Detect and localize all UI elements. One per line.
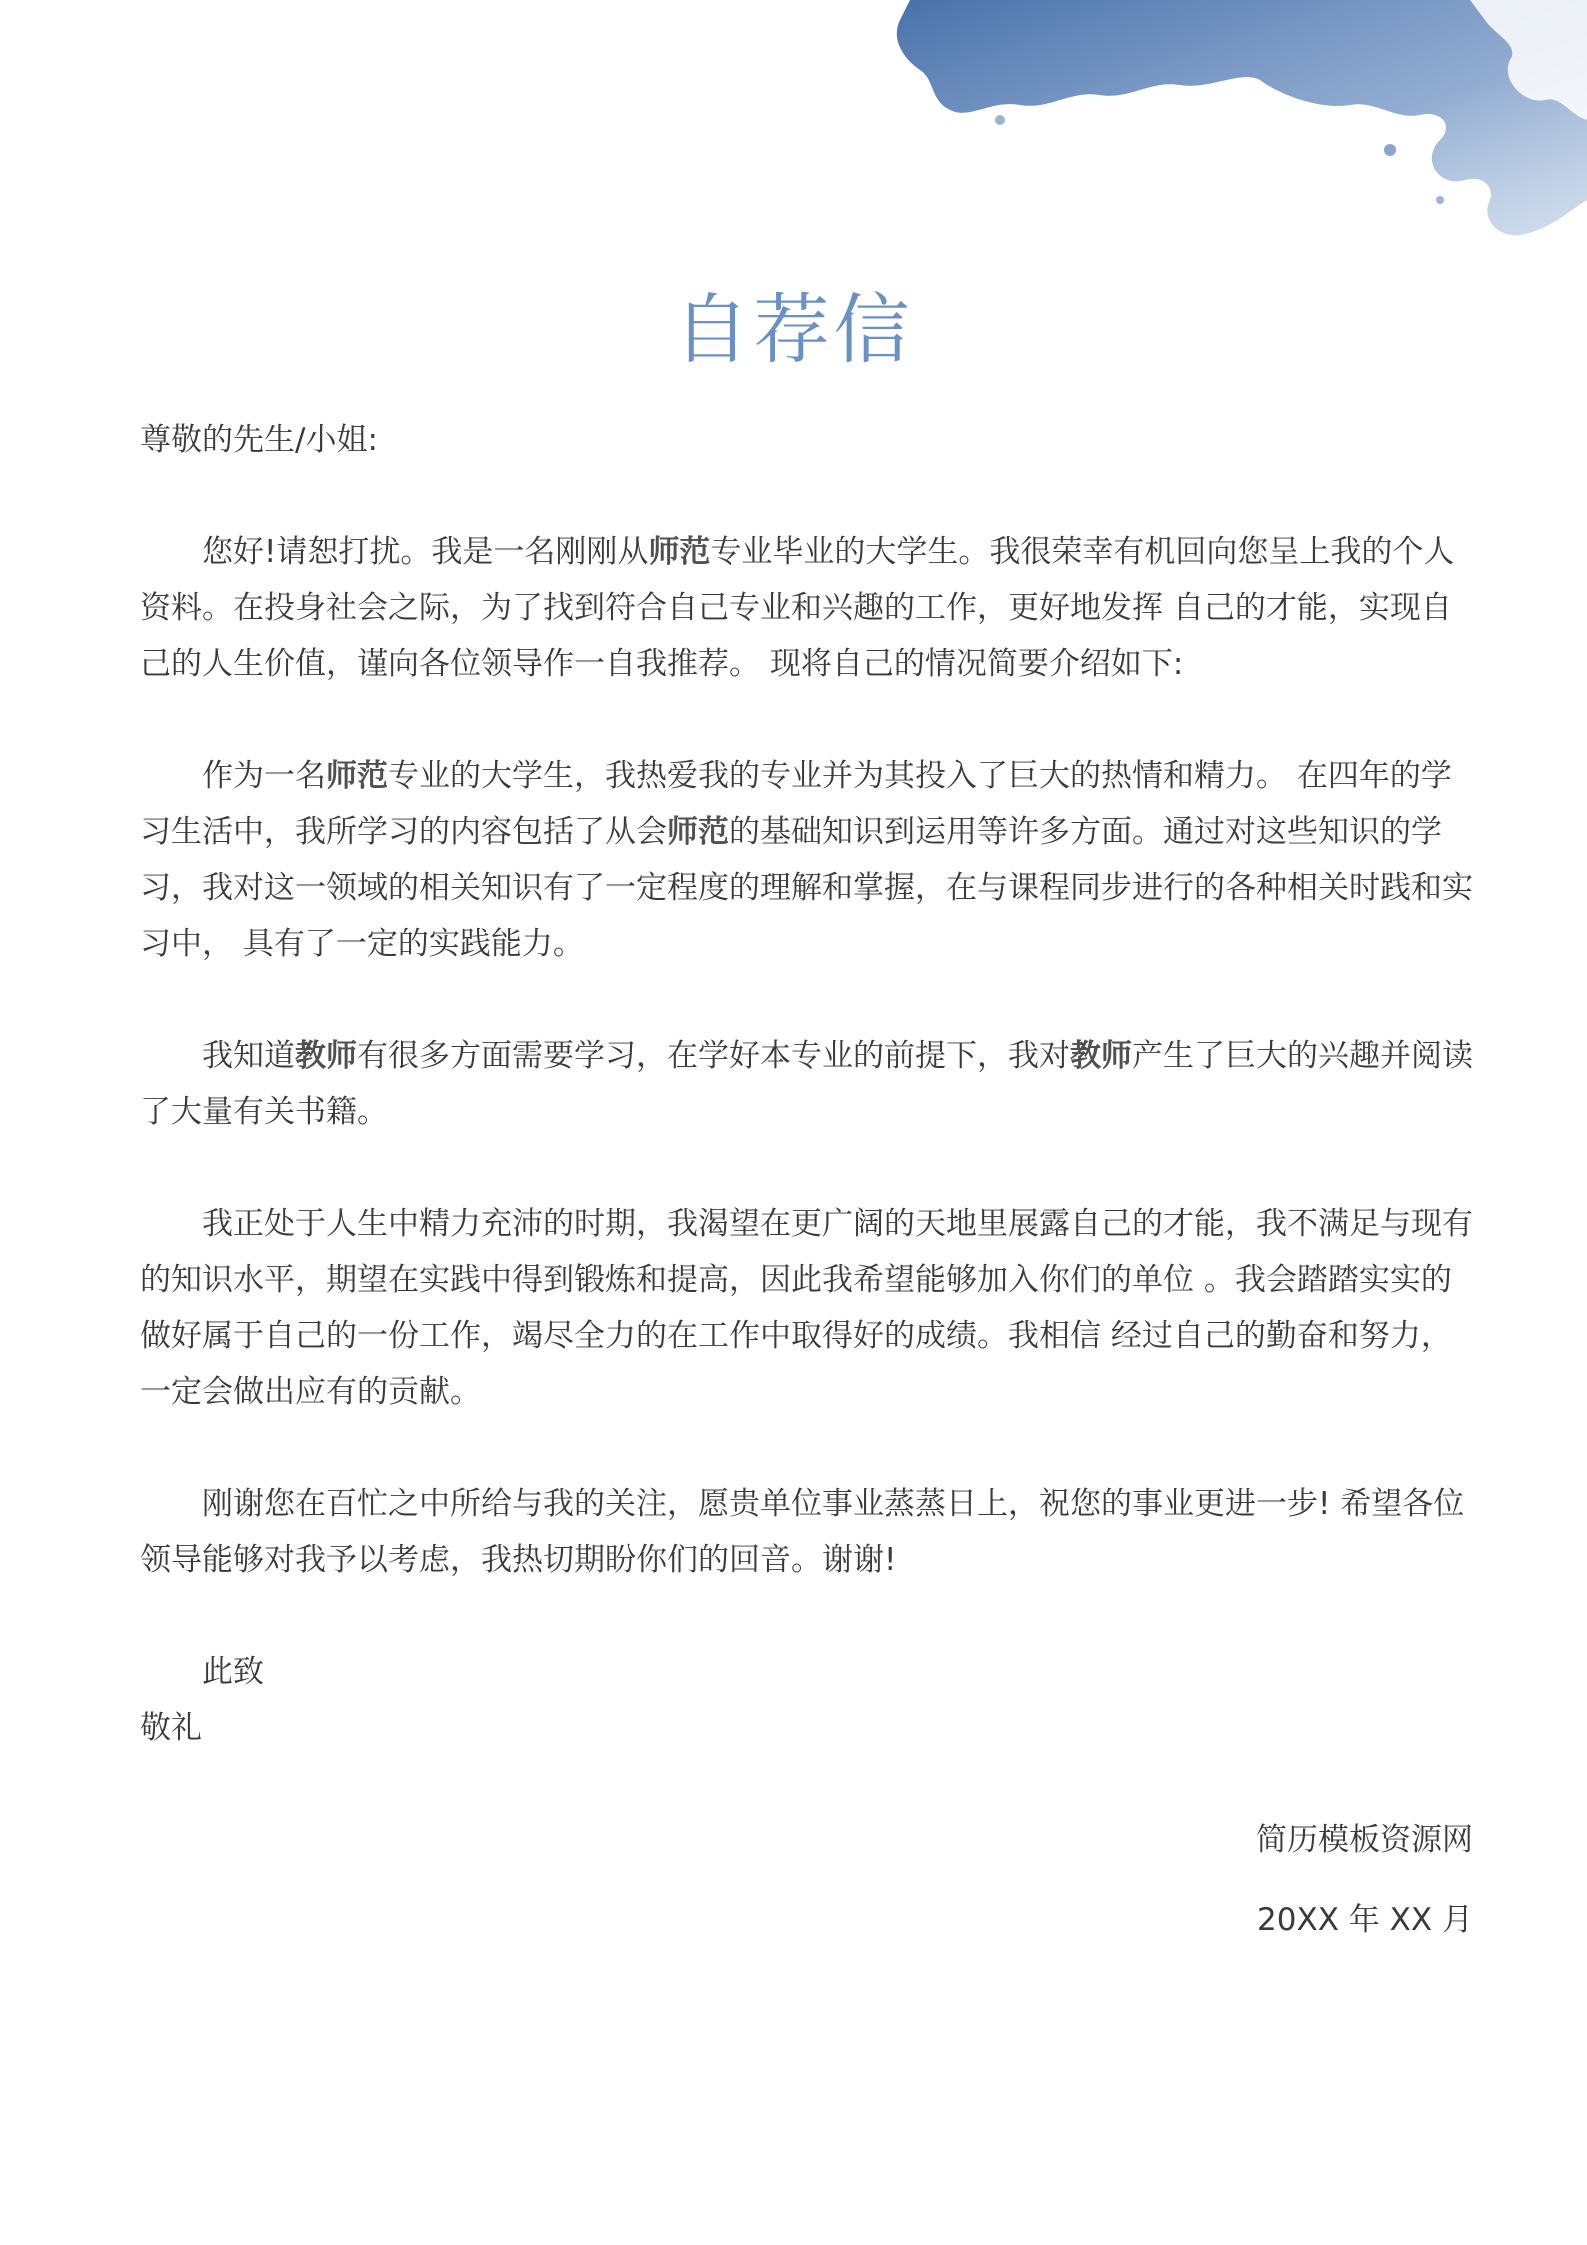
letter-body	[140, 412, 1473, 1948]
paragraph-thanks: 刚谢您在百忙之中所给与我的关注，愿贵单位事业蒸蒸日上，祝您的事业更进一步! 希望各位领导能够对我予以考虑，我热切期盼你们的回音。谢谢!	[140, 1486, 1465, 1578]
paragraph-text: 专业的大学生，我热爱我的专业并为其投入了巨大的热情和精力。 在四年的学习生活中，我所学习的内容包括了从会	[140, 758, 1452, 850]
highlight-job: 教师	[1070, 1038, 1132, 1074]
highlight-major: 师范	[667, 814, 729, 850]
paragraph-text: 产生了巨大的兴趣并阅读了大量有关书籍。	[140, 1038, 1473, 1130]
paragraph-text: 作为一名	[202, 758, 326, 794]
watercolor-splash-decoration	[880, 0, 1587, 260]
paragraph-interest	[140, 1028, 1473, 1140]
signature: 简历模板资源网	[1256, 1822, 1473, 1858]
letter-date: 20XX 年 XX 月	[1257, 1902, 1473, 1938]
paragraph-text: 我知道	[202, 1038, 295, 1074]
letter-title: 自荐信	[673, 285, 914, 374]
highlight-major: 师范	[648, 534, 711, 570]
paragraph-text: 有很多方面需要学习，在学好本专业的前提下，我对	[357, 1038, 1070, 1074]
regards: 敬礼	[140, 1710, 202, 1746]
paragraph-text: 的基础知识到运用等许多方面。通过对这些知识的学习，我对这一领域的相关知识有了一定程度的理解和掌握，在与课程同步进行的各种相关时践和实习中， 具有了一定的实践能力。	[140, 814, 1473, 962]
paragraph-study	[140, 748, 1473, 972]
paragraph-aspiration: 我正处于人生中精力充沛的时期，我渴望在更广阔的天地里展露自己的才能，我不满足与现有的知识水平，期望在实践中得到锻炼和提高，因此我希望能够加入你们的单位 。我会踏踏实实的做好属于自己的一份工作，竭尽全力的在工作中取得好的成绩。我相信 经过自己的勤奋和努力，一定会做出应有的贡献。	[140, 1206, 1473, 1410]
salutation: 尊敬的先生/小姐:	[140, 422, 378, 458]
closing-phrase: 此致	[202, 1654, 264, 1690]
paragraph-text: 您好!请恕打扰。我是一名刚刚从	[202, 534, 649, 570]
paragraph-intro	[140, 524, 1473, 692]
highlight-job: 教师	[295, 1038, 357, 1074]
highlight-major: 师范	[326, 758, 388, 794]
paragraph-text: 专业毕业的大学生。我很荣幸有机回向您呈上我的个人资料。在投身社会之际，为了找到符合自己专业和兴趣的工作，更好地发挥 自己的才能，实现自己的人生价值，谨向各位领导作一自我推荐。 现将自己的情况简要介绍如下:	[140, 534, 1455, 682]
